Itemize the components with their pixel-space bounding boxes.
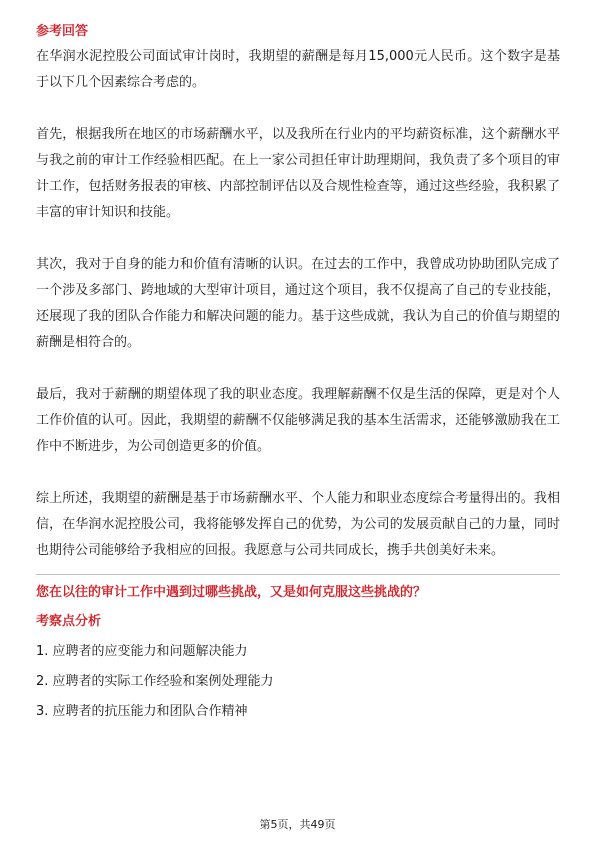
page-number-footer: 第5页，共49页	[259, 818, 336, 831]
analysis-point-3: 3. 应聘者的抗压能力和团队合作精神	[36, 704, 248, 719]
answer-paragraph-4: 最后，我对于薪酬的期望体现了我的职业态度。我理解薪酬不仅是生活的保障，更是对个人工作价值的认可。因此，我期望的薪酬不仅能够满足我的基本生活需求，还能够激励我在工作中不断进步，为公司创造更多的价值。	[36, 387, 560, 454]
answer-paragraph-1: 在华润水泥控股公司面试审计岗时，我期望的薪酬是每月15,000元人民币。这个数字是基于以下几个因素综合考虑的。	[36, 49, 560, 90]
analysis-point-1: 1. 应聘者的应变能力和问题解决能力	[36, 644, 248, 659]
analysis-point-2: 2. 应聘者的实际工作经验和案例处理能力	[36, 674, 274, 689]
next-question-title: 您在以往的审计工作中遇到过哪些挑战，又是如何克服这些挑战的？	[36, 585, 427, 600]
page-content	[36, 20, 560, 725]
answer-paragraph-2: 首先，根据我所在地区的市场薪酬水平，以及我所在行业内的平均薪资标准，这个薪酬水平与我之前的审计工作经验相匹配。在上一家公司担任审计助理期间，我负责了多个项目的审计工作，包括财务报表的审核、内部控制评估以及合规性检查等，通过这些经验，我积累了丰富的审计知识和技能。	[36, 127, 560, 220]
paragraph-spacer	[36, 96, 560, 122]
answer-paragraph-3: 其次，我对于自身的能力和价值有清晰的认识。在过去的工作中，我曾成功协助团队完成了一个涉及多部门、跨地域的大型审计项目，通过这个项目，我不仅提高了自己的专业技能，还展现了我的团队合作能力和解决问题的能力。基于这些成就，我认为自己的价值与期望的薪酬是相符合的。	[36, 257, 560, 350]
analysis-section-label: 考察点分析	[36, 614, 102, 629]
section-divider	[36, 574, 560, 575]
paragraph-spacer	[36, 460, 560, 486]
answer-section-label: 参考回答	[36, 24, 89, 39]
answer-paragraph-5: 综上所述，我期望的薪酬是基于市场薪酬水平、个人能力和职业态度综合考量得出的。我相信，在华润水泥控股公司，我将能够发挥自己的优势，为公司的发展贡献自己的力量，同时也期待公司能够给予我相应的回报。我愿意与公司共同成长，携手共创美好未来。	[36, 491, 560, 558]
paragraph-spacer	[36, 356, 560, 382]
paragraph-spacer	[36, 226, 560, 252]
